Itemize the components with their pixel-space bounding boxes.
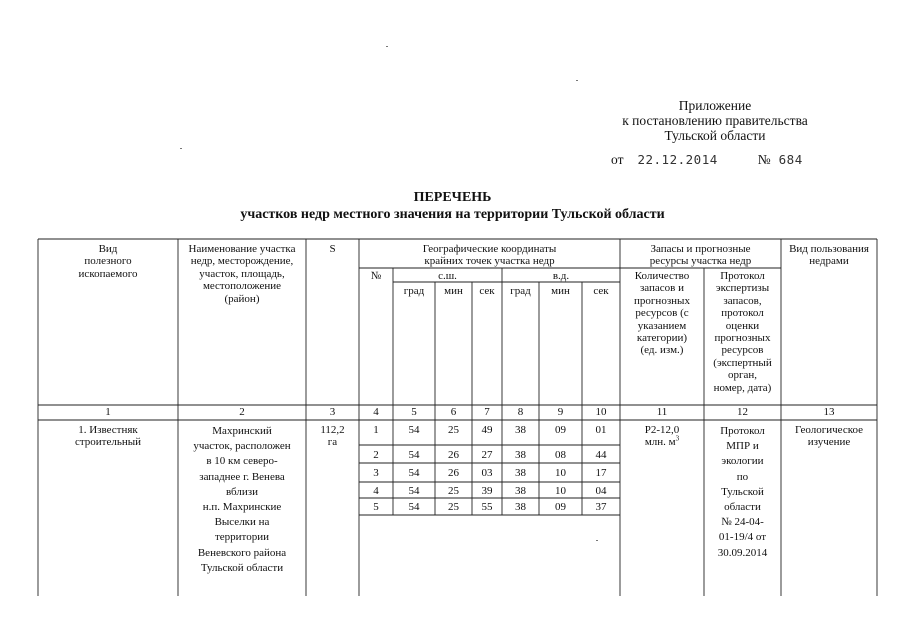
column-number: 9: [557, 406, 564, 418]
reserves-unit: млн. $м^3$: [644, 434, 680, 449]
lat-deg: 54: [408, 485, 420, 497]
header-point-number: №: [370, 270, 382, 282]
appendix-line: к постановлению правительства: [622, 113, 808, 128]
cell-area: 112,2 га: [320, 424, 345, 449]
column-number: 13: [823, 406, 835, 418]
document-title: [100, 189, 805, 223]
column-number: 3: [329, 406, 336, 418]
point-number: 1: [373, 424, 379, 436]
point-number: 4: [373, 485, 379, 497]
reserves-category: P2-12,0: [644, 424, 680, 436]
lat-sec: 49: [481, 424, 493, 436]
column-number: 11: [656, 406, 668, 418]
header-reserves: Запасы и прогнозные ресурсы участка недр: [649, 243, 752, 268]
lat-min: 25: [448, 485, 459, 497]
lon-deg: 38: [515, 424, 526, 436]
scan-speck: [576, 80, 578, 81]
header-area: S: [329, 243, 336, 255]
header-mineral-type: Вид полезного ископаемого: [78, 243, 138, 280]
appendix-line: Тульской области: [664, 128, 766, 143]
lon-deg: 38: [515, 485, 526, 497]
lat-sec: 39: [481, 485, 493, 497]
lon-min: 08: [555, 449, 566, 461]
column-number: 7: [484, 406, 490, 418]
lat-sec: 03: [481, 467, 493, 479]
lon-deg: 38: [515, 501, 526, 513]
column-number: 1: [105, 406, 111, 418]
header-lat-deg: град: [403, 285, 425, 297]
point-number: 5: [373, 501, 379, 513]
appendix-line: Приложение: [678, 98, 752, 113]
lat-deg: 54: [408, 467, 420, 479]
header-lat-min: мин: [444, 285, 463, 297]
lon-deg: 38: [515, 449, 526, 461]
lon-min: 09: [555, 501, 566, 513]
lon-sec: 37: [595, 501, 607, 513]
column-number: 6: [450, 406, 457, 418]
column-number: 2: [239, 406, 245, 418]
scan-speck: [596, 540, 598, 541]
header-lat-sec: сек: [479, 285, 495, 297]
header-east-longitude: в.д.: [552, 270, 570, 282]
lon-sec: 17: [595, 467, 607, 479]
document-date: 22.12.2014: [637, 152, 718, 167]
lon-sec: 44: [595, 449, 607, 461]
lon-min: 10: [555, 467, 566, 479]
cell-reserves: [620, 424, 704, 449]
lat-min: 25: [448, 501, 459, 513]
lat-sec: 55: [481, 501, 493, 513]
dateline: [611, 152, 803, 168]
column-number: 12: [737, 406, 748, 418]
lon-min: 10: [555, 485, 566, 497]
header-lon-deg: град: [510, 285, 531, 297]
scan-speck: [386, 46, 388, 47]
title-line: участков недр местного значения на территории Тульской области: [240, 207, 665, 222]
header-north-latitude: с.ш.: [438, 270, 457, 282]
header-lon-min: мин: [551, 285, 570, 297]
number-label: №: [757, 152, 771, 167]
lat-min: 26: [448, 467, 459, 479]
header-protocol: Протокол экспертизы запасов, протокол оценки прогнозных ресурсов (экспертный орган, номер, дата): [713, 270, 772, 394]
column-number: 4: [373, 406, 379, 418]
document-number: 684: [778, 152, 803, 167]
appendix-block: [560, 98, 870, 143]
lat-deg: 54: [408, 501, 420, 513]
lon-sec: 01: [595, 424, 607, 436]
header-plot-name: Наименование участка недр, месторождение, участок, площадь, местоположение (район): [188, 243, 296, 305]
point-number: 2: [373, 449, 379, 461]
column-number: 5: [411, 406, 417, 418]
header-lon-sec: сек: [593, 285, 609, 297]
cell-plot-description: Махринский участок, расположен в 10 км северо- западнее г. Венева вблизи н.п. Махринские Выселки на территории Веневского района Тульской области: [193, 425, 291, 574]
column-number: 10: [595, 406, 607, 418]
lat-min: 26: [448, 449, 459, 461]
cell-protocol: Протокол МПР и экологии по Тульской области № 24-04- 01-19/4 от 30.09.2014: [717, 425, 768, 559]
lat-deg: 54: [408, 449, 420, 461]
lat-sec: 27: [481, 449, 493, 461]
scan-speck: [180, 148, 182, 149]
column-number: 8: [517, 406, 524, 418]
title-line: ПЕРЕЧЕНЬ: [413, 190, 492, 205]
point-number: 3: [373, 467, 379, 479]
cell-mineral: 1. Известняк строительный: [74, 424, 142, 449]
header-reserves-quantity: Количество запасов и прогнозных ресурсов (с указанием категории) (ед. изм.): [634, 270, 690, 357]
lon-min: 09: [555, 424, 566, 436]
lat-deg: 54: [408, 424, 420, 436]
header-coordinates: Географические координаты крайних точек участка недр: [422, 243, 557, 268]
header-usage-type: Вид пользования недрами: [789, 243, 869, 268]
lon-deg: 38: [515, 467, 526, 479]
lon-sec: 04: [595, 485, 607, 497]
date-label: от: [611, 152, 624, 167]
lat-min: 25: [448, 424, 459, 436]
cell-usage: Геологическое изучение: [794, 424, 864, 449]
